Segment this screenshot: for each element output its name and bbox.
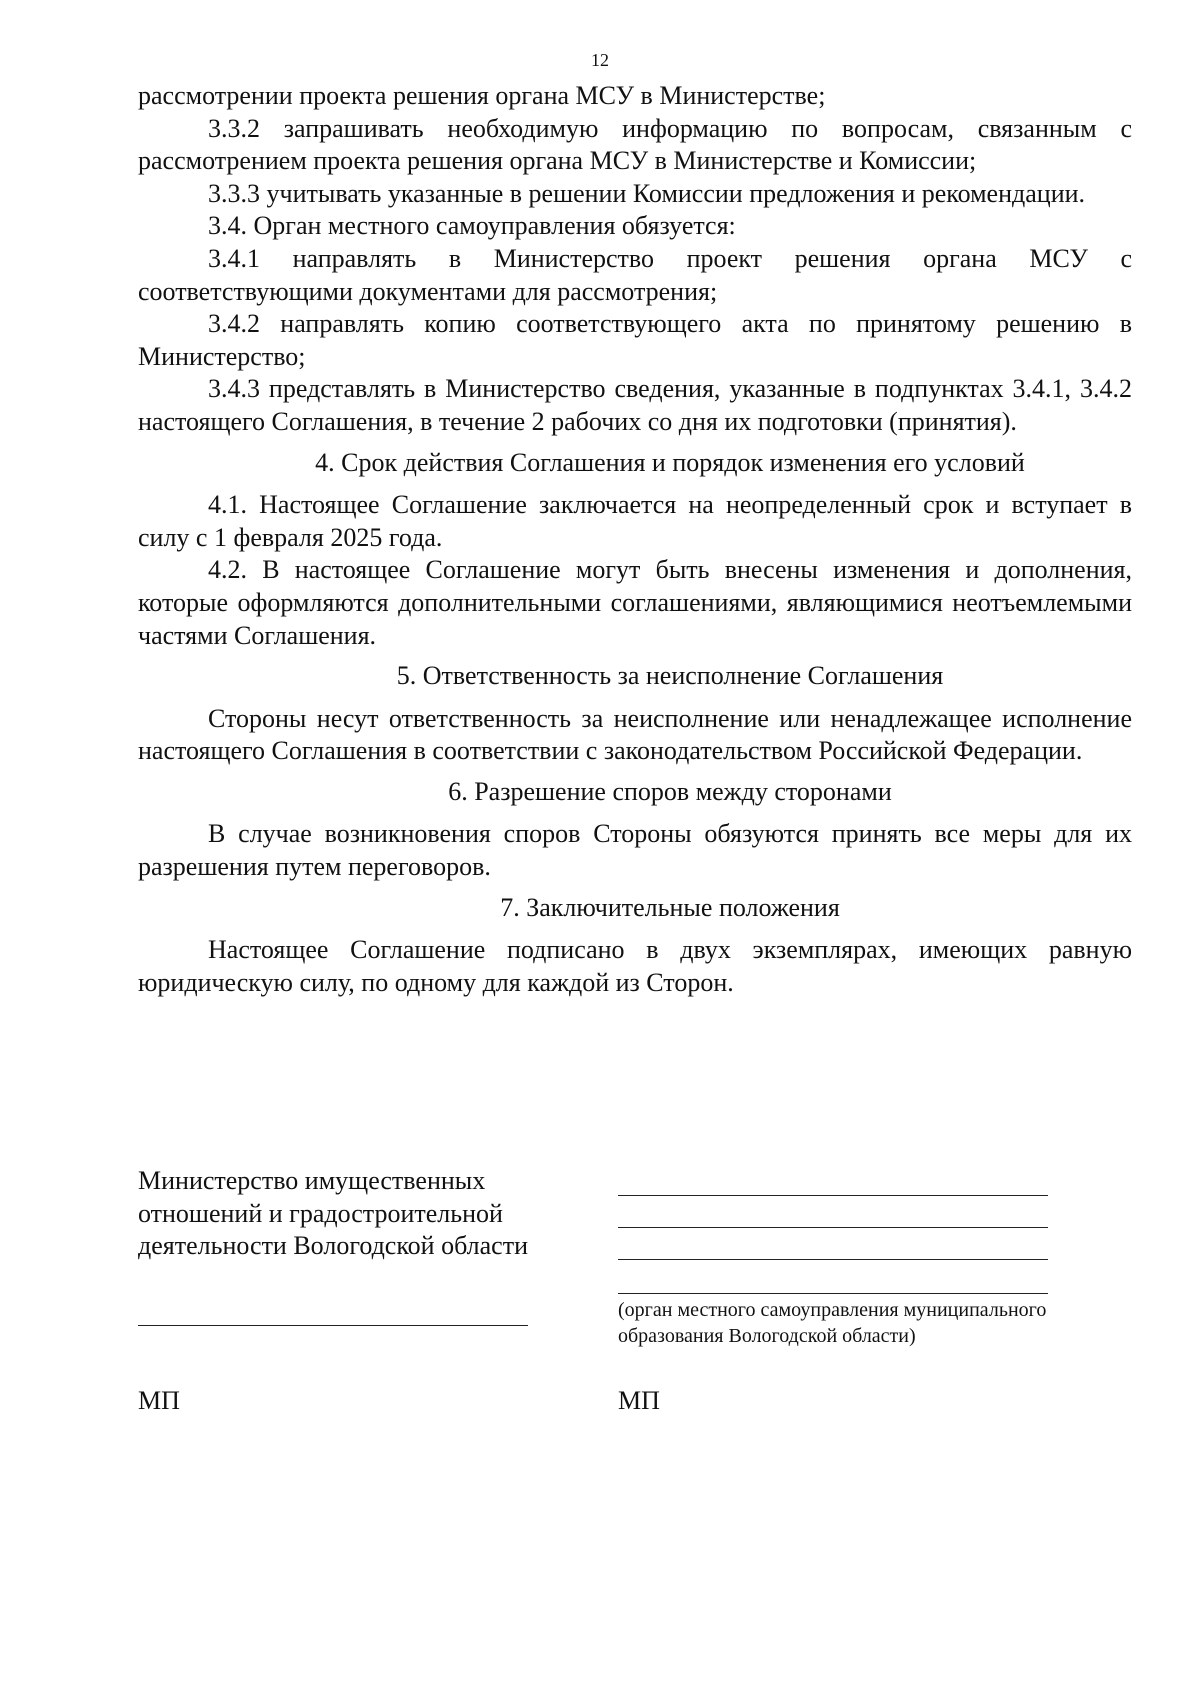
paragraph: 3.3.2 запрашивать необходимую информацию по вопросам, связанным с рассмотрением проекта решения органа МСУ в Министерстве и Комиссии; — [138, 113, 1132, 176]
stamp-place-right: МП — [618, 1386, 660, 1415]
section-heading-6: 6. Разрешение споров между сторонами — [448, 776, 892, 806]
paragraph: 3.4. Орган местного самоуправления обязуется: — [208, 211, 736, 241]
paragraph: 4.2. В настоящее Соглашение могут быть внесены изменения и дополнения, которые оформляются дополнительными соглашениями, являющимися неотъемлемыми частями Соглашения. — [138, 555, 1132, 650]
paragraph: 3.3.3 учитывать указанные в решении Комиссии предложения и рекомендации. — [208, 178, 1086, 208]
blank-line — [618, 1195, 1048, 1196]
blank-line — [618, 1227, 1048, 1228]
paragraph: Стороны несут ответственность за неисполнение или ненадлежащее исполнение настоящего Соглашения в соответствии с законодательством Российской Федерации. — [138, 703, 1132, 766]
paragraph: Настоящее Соглашение подписано в двух экземплярах, имеющих равную юридическую силу, по одному для каждой из Сторон. — [138, 935, 1132, 997]
paragraph: рассмотрении проекта решения органа МСУ в Министерстве; — [138, 81, 826, 110]
paragraph: 4.1. Настоящее Соглашение заключается на неопределенный срок и вступает в силу с 1 февраля 2025 года. — [138, 490, 1132, 552]
ministry-signature-line — [138, 1325, 528, 1326]
paragraph: 3.4.2 направлять копию соответствующего акта по принятому решению в Министерство; — [138, 309, 1132, 371]
section-heading-5: 5. Ответственность за неисполнение Соглашения — [396, 661, 944, 691]
section-heading-7: 7. Заключительные положения — [500, 892, 840, 922]
blank-line — [618, 1259, 1048, 1260]
paragraph: 3.4.3 представлять в Министерство сведения, указанные в подпунктах 3.4.1, 3.4.2 настоящего Соглашения, в течение 2 рабочих со дня их подготовки (принятия). — [138, 374, 1132, 436]
ministry-party-name: Министерство имущественных отношений и градостроительной деятельности Вологодской области — [138, 1166, 528, 1261]
municipality-caption: (орган местного самоуправления муниципального образования Вологодской области) — [618, 1299, 1047, 1347]
blank-line — [618, 1293, 1048, 1294]
page-number: 12 — [591, 50, 609, 70]
section-heading-4: 4. Срок действия Соглашения и порядок изменения его условий — [315, 447, 1025, 477]
stamp-place-left: МП — [138, 1386, 180, 1415]
document-body — [138, 80, 1132, 999]
paragraph: 3.4.1 направлять в Министерство проект решения органа МСУ с соответствующими документами для рассмотрения; — [138, 243, 1132, 306]
paragraph: В случае возникновения споров Стороны обязуются принять все меры для их разрешения путем переговоров. — [138, 819, 1132, 882]
